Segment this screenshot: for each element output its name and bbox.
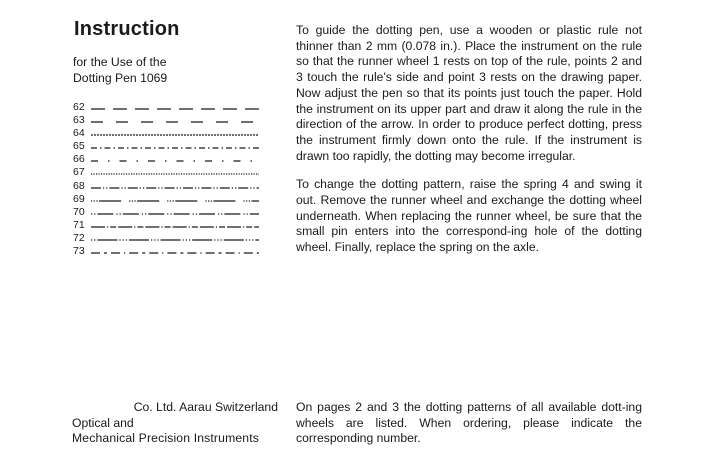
subtitle xyxy=(73,55,167,86)
pattern-line-sample xyxy=(91,248,261,257)
page-title: Instruction xyxy=(74,18,180,40)
pattern-line-sample xyxy=(91,143,261,152)
pattern-number: 64 xyxy=(73,127,85,140)
document-page xyxy=(56,8,656,466)
footer-note: On pages 2 and 3 the dotting patterns of all available dott-ing wheels are listed. When ordering, please indicate the corresponding number. xyxy=(296,400,642,445)
pattern-line-sample xyxy=(91,104,261,113)
pattern-number: 71 xyxy=(73,218,85,231)
pattern-line-sample xyxy=(91,183,261,192)
pattern-line-sample xyxy=(91,130,261,139)
pattern-line-sample xyxy=(91,222,261,231)
pattern-line-sample xyxy=(91,156,261,165)
pattern-row-63 xyxy=(73,114,273,127)
pattern-row-68 xyxy=(73,180,273,193)
pattern-line-sample xyxy=(91,235,261,244)
pattern-row-72 xyxy=(73,232,273,245)
pattern-row-69 xyxy=(73,193,273,206)
instruction-paragraph-1: To guide the dotting pen, use a wooden or plastic rule not thinner than 2 mm (0.078 in.). Place the instrument on the rule so that the runner wheel 1 rests on top of the rule, points 2 and 3 touch the rule's side and point 3 rests on the drawing paper. Now adjust the pen so that its points just touch the paper. Hold the instrument on its upper part and draw it along the rule in the direction of the arrow. In order to produce perfect dotting, press the instrument firmly down onto the rule. If the instrument is drawn too rapidly, the dotting may become irregular. xyxy=(296,23,642,163)
pattern-number: 65 xyxy=(73,140,85,153)
pattern-row-66 xyxy=(73,153,273,166)
pattern-number: 72 xyxy=(73,231,85,244)
pattern-number: 70 xyxy=(73,205,85,218)
company-line-2: Optical and xyxy=(72,415,134,430)
company-line-3: Mechanical Precision Instruments xyxy=(72,431,260,445)
company-line-1: Co. Ltd. Aarau Switzerland xyxy=(133,400,278,414)
pattern-line-sample xyxy=(91,196,261,205)
pattern-row-71 xyxy=(73,219,273,232)
pattern-number: 69 xyxy=(73,192,85,205)
pattern-row-62 xyxy=(73,101,273,114)
pattern-row-73 xyxy=(73,245,273,258)
pattern-line-sample xyxy=(91,209,261,218)
pattern-number: 67 xyxy=(73,166,85,179)
pattern-number: 68 xyxy=(73,179,85,192)
pattern-row-65 xyxy=(73,140,273,153)
instruction-text xyxy=(296,23,642,269)
subtitle-line-1: for the Use of the xyxy=(73,55,167,69)
pattern-row-67 xyxy=(73,166,273,179)
subtitle-line-2: Dotting Pen 1069 xyxy=(73,70,168,85)
company-block xyxy=(72,400,278,447)
pattern-number: 66 xyxy=(73,153,85,166)
pattern-line-sample xyxy=(91,169,261,178)
dotting-pattern-list xyxy=(73,101,273,258)
pattern-line-sample xyxy=(91,117,261,126)
pattern-number: 63 xyxy=(73,114,85,127)
pattern-number: 62 xyxy=(73,101,85,113)
instruction-paragraph-2: To change the dotting pattern, raise the spring 4 and swing it out. Remove the runner wheel and exchange the dotting wheel underneath. When replacing the runner wheel, be sure that the small pin enters into the correspond-ing hole of the dotting wheel. Finally, replace the spring on the axle. xyxy=(296,177,642,255)
pattern-row-64 xyxy=(73,127,273,140)
pattern-row-70 xyxy=(73,206,273,219)
pattern-number: 73 xyxy=(73,245,85,258)
